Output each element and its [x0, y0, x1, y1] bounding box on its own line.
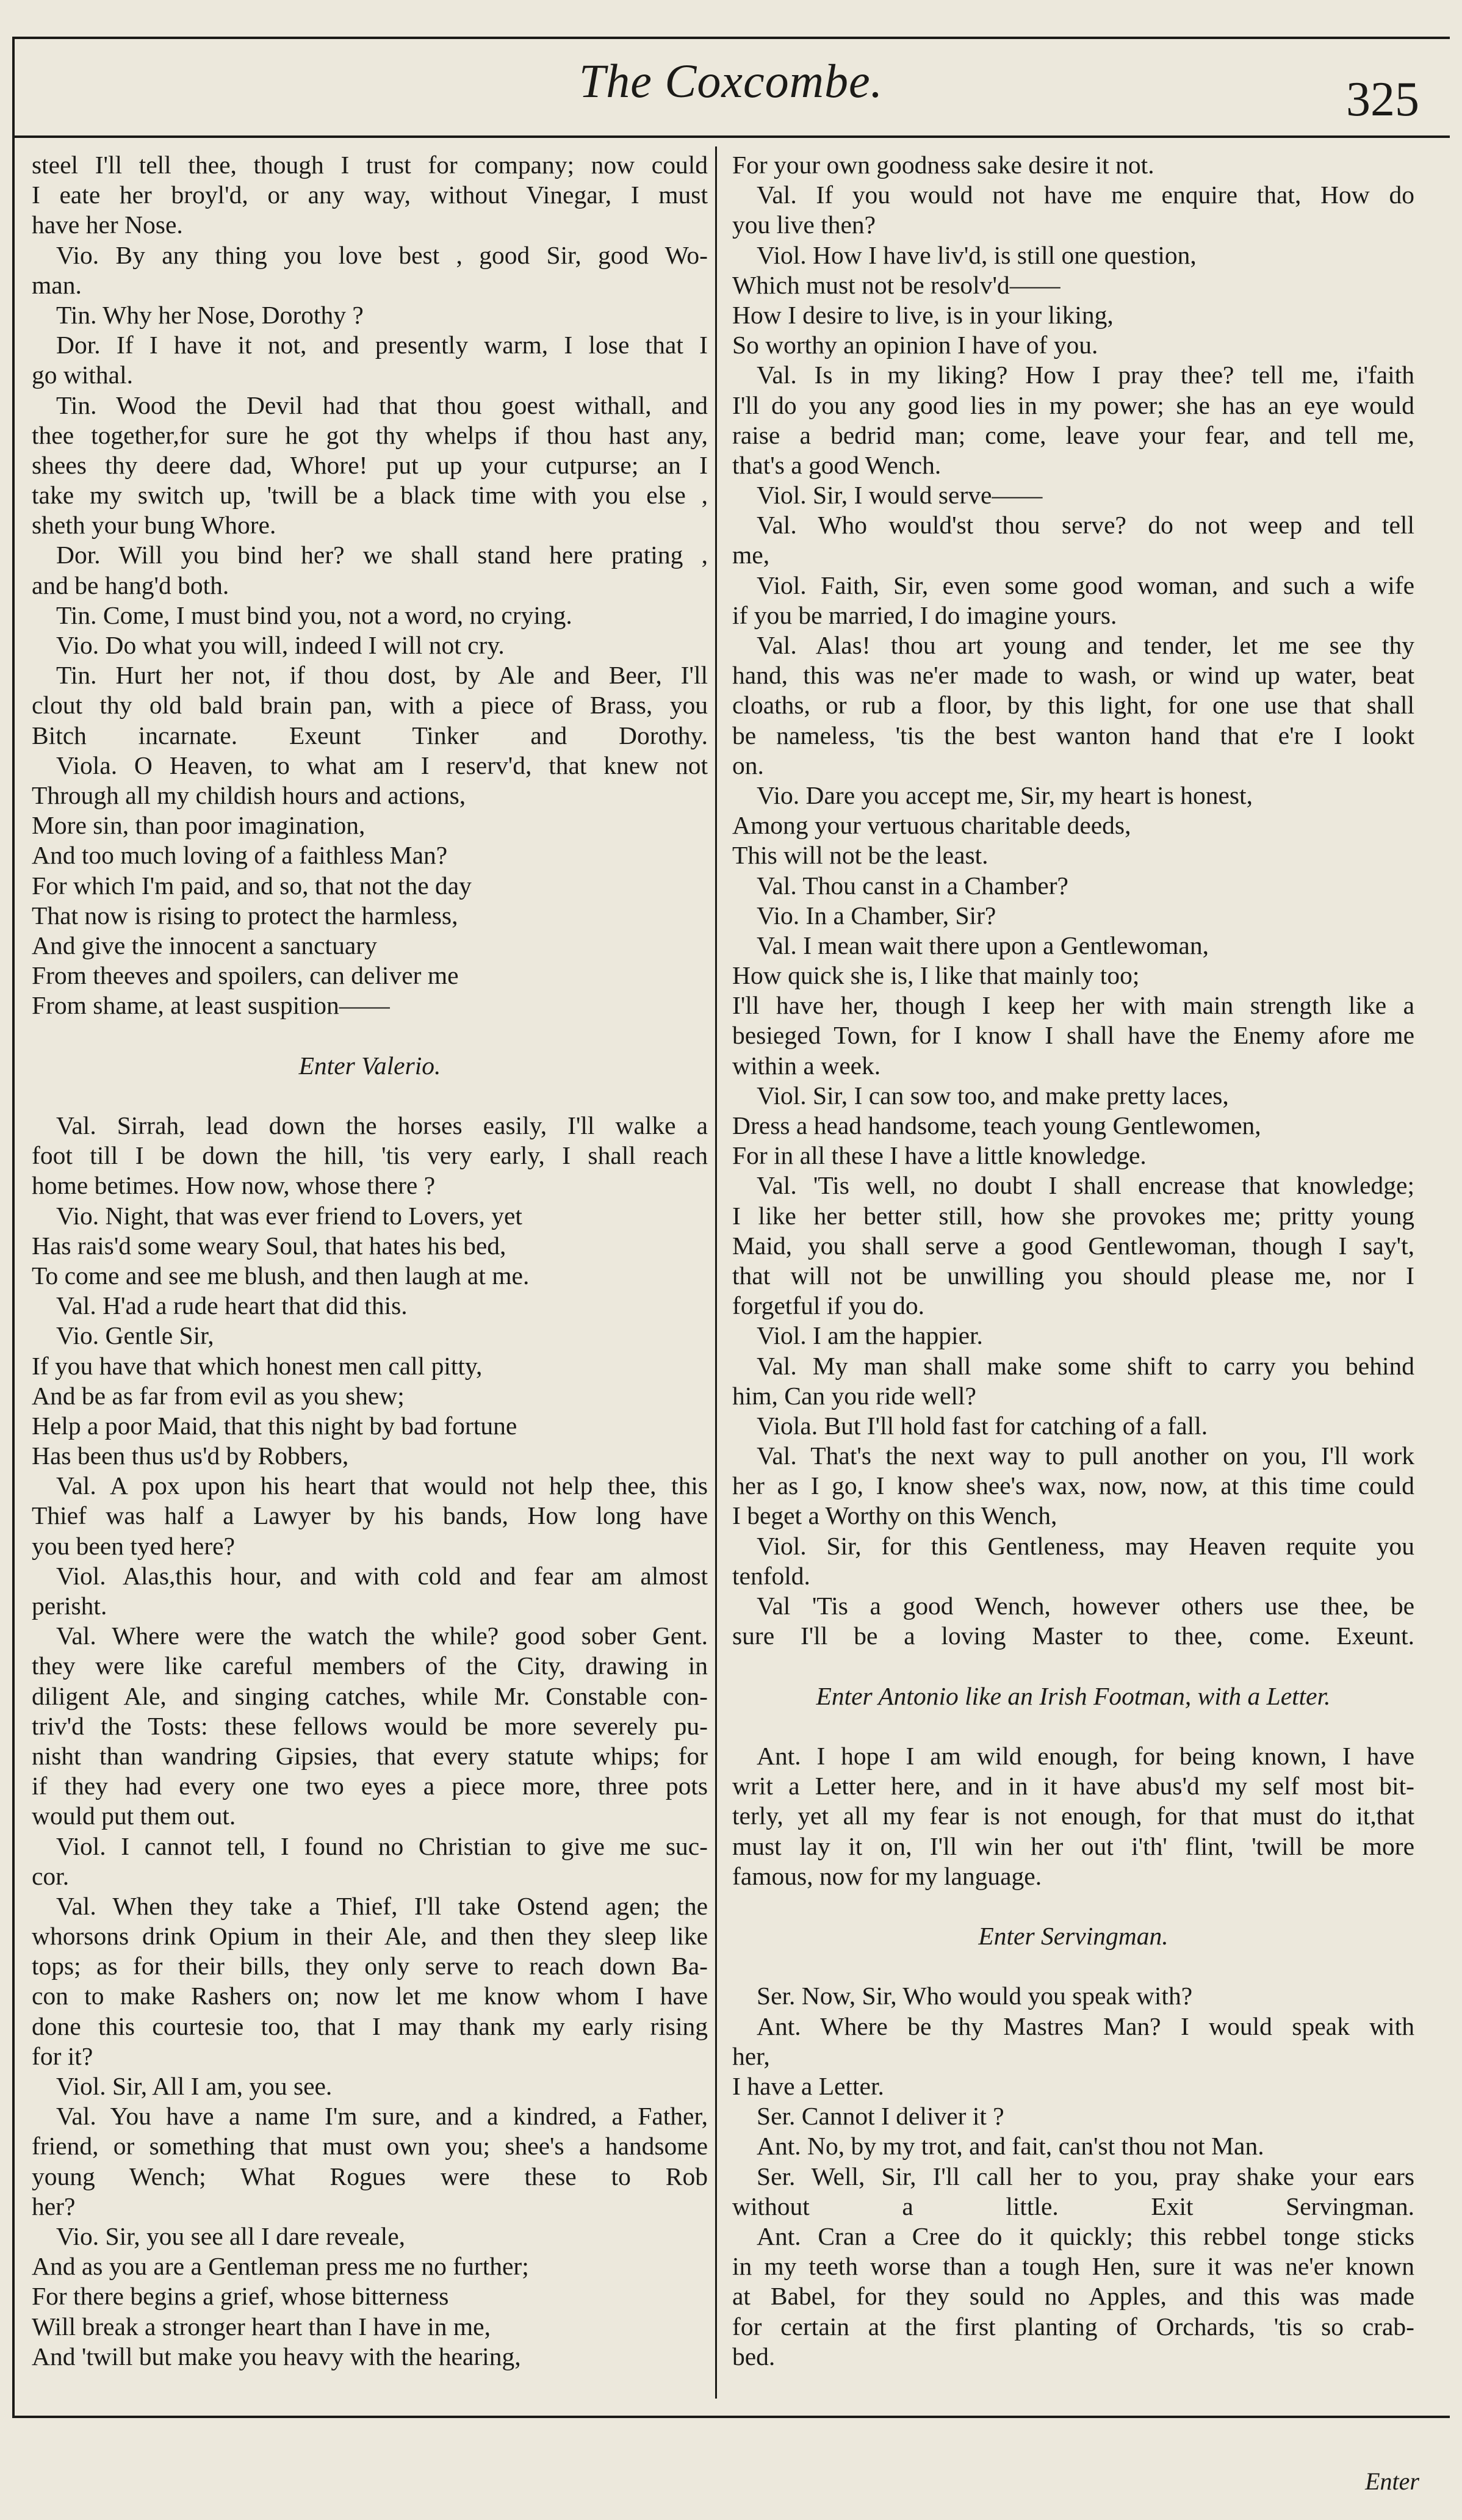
text-line: Tin. Come, I must bind you, not a word, no crying. — [56, 601, 572, 629]
text-line: Val. Where were the watch the while? good sober Gent. — [56, 1622, 708, 1650]
text-line: Viol. Alas,this hour, and with cold and fear am almost — [56, 1561, 708, 1590]
text-line: Viol. I cannot tell, I found no Christian to give me suc- — [56, 1832, 708, 1860]
text-line: Viol. Sir, I can sow too, and make pretty laces, — [757, 1081, 1229, 1110]
blank-line — [732, 1951, 1414, 1981]
text-line: Will break a stronger heart than I have in me, — [32, 2312, 491, 2341]
left-text-column — [32, 150, 708, 2372]
text-line: me, — [732, 541, 770, 569]
text-line: be nameless, 'tis the best wanton hand that e're I lookt — [732, 721, 1414, 749]
text-line: in my teeth worse than a tough Hen, sure it was ne'er known — [732, 2252, 1414, 2281]
text-line: if you be married, I do imagine yours. — [732, 601, 1117, 629]
text-line: I eate her broyl'd, or any way, without Vinegar, I must — [32, 181, 708, 209]
blank-line — [732, 1891, 1414, 1921]
text-line: For which I'm paid, and so, that not the day — [32, 871, 472, 900]
running-title: The Coxcombe. — [578, 54, 884, 107]
text-line: you been tyed here? — [32, 1531, 235, 1560]
text-line: Ant. I hope I am wild enough, for being known, I have — [757, 1741, 1414, 1770]
text-line: I beget a Worthy on this Wench, — [732, 1501, 1057, 1530]
text-line: nisht than wandring Gipsies, that every statute whips; for — [32, 1741, 708, 1770]
text-line: tenfold. — [732, 1561, 810, 1590]
header-underline-rule — [12, 135, 1450, 138]
text-line: Val. If you would not have me enquire that, How do — [757, 181, 1414, 209]
text-line: Val. I mean wait there upon a Gentlewoman, — [757, 931, 1209, 959]
text-line: bed. — [732, 2342, 776, 2370]
text-line: forgetful if you do. — [732, 1291, 925, 1320]
text-line: Viol. How I have liv'd, is still one question, — [757, 240, 1197, 269]
text-line: Tin. Hurt her not, if thou dost, by Ale and Beer, I'll — [56, 661, 708, 690]
text-line: sheth your bung Whore. — [32, 511, 276, 540]
text-line: would put them out. — [32, 1802, 236, 1830]
text-line: Vio. Do what you will, indeed I will not cry. — [56, 631, 505, 659]
text-line: For there begins a grief, whose bitterness — [32, 2282, 449, 2311]
text-line: triv'd the Tosts: these fellows would be more severely pu- — [32, 1711, 708, 1740]
text-line: Vio. In a Chamber, Sir? — [757, 901, 996, 930]
text-line: steel I'll tell thee, though I trust for company; now could — [32, 151, 708, 179]
text-line: Viol. Sir, All I am, you see. — [56, 2072, 333, 2100]
top-border-rule — [12, 37, 1450, 39]
bottom-rule — [12, 2416, 1450, 2418]
text-line: Viol. Sir, I would serve—— — [757, 481, 1043, 510]
text-line: without a little. Exit Servingman. — [732, 2192, 1414, 2220]
text-line: young Wench; What Rogues were these to Rob — [32, 2162, 708, 2190]
left-border-rule — [12, 37, 15, 2417]
text-line: for certain at the first planting of Orchards, 'tis so crab- — [732, 2312, 1414, 2341]
text-line: her? — [32, 2192, 76, 2220]
text-line: Vio. Sir, you see all I dare reveale, — [56, 2222, 406, 2250]
text-line: him, Can you ride well? — [732, 1381, 976, 1410]
text-line: Tin. Wood the Devil had that thou goest withall, and — [56, 391, 708, 419]
text-line: Ser. Now, Sir, Who would you speak with? — [757, 1982, 1193, 2010]
text-line: for it? — [32, 2042, 93, 2070]
text-line: Has been thus us'd by Robbers, — [32, 1442, 349, 1470]
text-line: her as I go, I know shee's wax, now, now, at this time could — [732, 1471, 1414, 1500]
text-line: Val. 'Tis well, no doubt I shall encrease that knowledge; — [757, 1171, 1414, 1200]
text-line: Vio. Night, that was ever friend to Lovers, yet — [56, 1201, 522, 1230]
text-line: And too much loving of a faithless Man? — [32, 841, 448, 870]
text-line: Val. That's the next way to pull another on you, I'll work — [757, 1442, 1414, 1470]
text-line: Val. Who would'st thou serve? do not weep and tell — [757, 511, 1414, 540]
text-line: Val. Alas! thou art young and tender, let me see thy — [757, 631, 1414, 659]
text-line: Viol. Faith, Sir, even some good woman, and such a wife — [757, 571, 1414, 599]
catchword: Enter — [1365, 2468, 1419, 2495]
text-line: Help a poor Maid, that this night by bad fortune — [32, 1411, 517, 1440]
text-line: From shame, at least suspition—— — [32, 991, 390, 1020]
text-line: foot till I be down the hill, 'tis very early, I shall reach — [32, 1141, 708, 1170]
text-line: done this courtesie too, that I may thank my early rising — [32, 2012, 708, 2040]
text-line: raise a bedrid man; come, leave your fear, and tell me, — [732, 421, 1414, 449]
text-line: Viola. But I'll hold fast for catching of a fall. — [757, 1411, 1208, 1440]
text-line: Has rais'd some weary Soul, that hates his bed, — [32, 1231, 506, 1260]
text-line: Val. Sirrah, lead down the horses easily, I'll walke a — [56, 1111, 708, 1139]
text-line: How quick she is, I like that mainly too; — [732, 961, 1140, 990]
text-line: that will not be unwilling you should please me, nor I — [732, 1261, 1414, 1290]
text-line: Maid, you shall serve a good Gentlewoman, though I say't, — [732, 1231, 1414, 1260]
text-line: Through all my childish hours and actions, — [32, 781, 466, 809]
right-text-column — [732, 150, 1414, 2372]
blank-line — [732, 1711, 1414, 1741]
text-line: And be as far from evil as you shew; — [32, 1381, 405, 1410]
text-line: diligent Ale, and singing catches, while Mr. Constable con- — [32, 1681, 708, 1710]
text-line: that's a good Wench. — [732, 450, 942, 479]
column-divider-rule — [715, 146, 717, 2399]
text-line: And 'twill but make you heavy with the hearing, — [32, 2342, 521, 2370]
text-line: hand, this was ne'er made to wash, or wind up water, beat — [732, 661, 1414, 690]
text-line: Dress a head handsome, teach young Gentlewomen, — [732, 1111, 1261, 1139]
text-line: if they had every one two eyes a piece more, three pots — [32, 1772, 708, 1800]
text-line: Bitch incarnate. Exeunt Tinker and Dorothy. — [32, 721, 708, 749]
text-line: For in all these I have a little knowledge. — [732, 1141, 1147, 1170]
text-line: Viol. I am the happier. — [757, 1321, 983, 1350]
text-line: Val. A pox upon his heart that would not help thee, this — [56, 1471, 708, 1500]
text-line: For your own goodness sake desire it not. — [732, 151, 1154, 179]
text-line: at Babel, for they sould no Apples, and this was made — [732, 2282, 1414, 2311]
text-line: Val. You have a name I'm sure, and a kindred, a Father, — [56, 2102, 708, 2131]
text-line: This will not be the least. — [732, 841, 988, 870]
text-line: you live then? — [732, 211, 876, 239]
text-line: Ser. Cannot I deliver it ? — [757, 2102, 1004, 2131]
text-line: Vio. By any thing you love best , good Sir, good Wo- — [56, 240, 708, 269]
blank-line — [32, 1020, 708, 1050]
text-line: Ser. Well, Sir, I'll call her to you, pray shake your ears — [757, 2162, 1414, 2190]
text-line: More sin, than poor imagination, — [32, 811, 366, 840]
text-line: To come and see me blush, and then laugh at me. — [32, 1261, 530, 1290]
text-line: Val. Is in my liking? How I pray thee? tell me, i'faith — [757, 361, 1414, 389]
page-number: 325 — [1346, 73, 1419, 126]
text-line: Val. H'ad a rude heart that did this. — [56, 1291, 408, 1320]
text-line: I'll have her, though I keep her with main strength like a — [732, 991, 1414, 1020]
text-line: I'll do you any good lies in my power; she has an eye would — [732, 391, 1414, 419]
text-line: Dor. Will you bind her? we shall stand here prating , — [56, 541, 708, 569]
text-line: And give the innocent a sanctuary — [32, 931, 377, 959]
text-line: Vio. Dare you accept me, Sir, my heart is honest, — [757, 781, 1253, 809]
text-line: Vio. Gentle Sir, — [56, 1321, 214, 1350]
text-line: Ant. Cran a Cree do it quickly; this rebbel tonge sticks — [757, 2222, 1414, 2250]
text-line: thee together,for sure he got thy whelps if thou hast any, — [32, 421, 708, 449]
text-line: home betimes. How now, whose there ? — [32, 1171, 436, 1200]
text-line: perisht. — [32, 1592, 107, 1620]
text-line: on. — [732, 751, 764, 779]
text-line: her, — [732, 2042, 770, 2070]
text-line: shees thy deere dad, Whore! put up your cutpurse; an I — [32, 450, 708, 479]
text-line: How I desire to live, is in your liking, — [732, 300, 1114, 329]
text-line: If you have that which honest men call pitty, — [32, 1351, 483, 1380]
text-line: famous, now for my language. — [732, 1861, 1042, 1890]
text-line: con to make Rashers on; now let me know whom I have — [32, 1982, 708, 2010]
text-line: From theeves and spoilers, can deliver me — [32, 961, 459, 990]
blank-line — [32, 1081, 708, 1111]
text-line: writ a Letter here, and in it have abus'd my self most bit- — [732, 1772, 1414, 1800]
text-line: must lay it on, I'll win her out i'th' flint, 'twill be more — [732, 1832, 1414, 1860]
text-line: Val. Thou canst in a Chamber? — [757, 871, 1068, 900]
text-line: tops; as for their bills, they only serve to reach down Ba- — [32, 1952, 708, 1980]
stage-direction: Enter Antonio like an Irish Footman, with a Letter. — [816, 1681, 1331, 1710]
text-line: I like her better still, how she provokes me; pritty young — [732, 1201, 1414, 1230]
text-line: So worthy an opinion I have of you. — [732, 331, 1098, 359]
text-line: Dor. If I have it not, and presently warm, I lose that I — [56, 331, 708, 359]
text-line: terly, yet all my fear is not enough, for that must do it,that — [732, 1802, 1414, 1830]
text-line: have her Nose. — [32, 211, 183, 239]
stage-direction: Enter Servingman. — [978, 1922, 1169, 1951]
text-line: That now is rising to protect the harmless, — [32, 901, 458, 930]
text-line: Ant. Where be thy Mastres Man? I would speak with — [757, 2012, 1414, 2040]
text-line: within a week. — [732, 1051, 881, 1080]
text-line: And as you are a Gentleman press me no further; — [32, 2252, 529, 2281]
text-line: sure I'll be a loving Master to thee, come. Exeunt. — [732, 1622, 1414, 1650]
text-line: Which must not be resolv'd—— — [732, 270, 1060, 299]
text-line: Val. When they take a Thief, I'll take Ostend agen; the — [56, 1891, 708, 1920]
text-line: man. — [32, 270, 82, 299]
text-line: I have a Letter. — [732, 2072, 884, 2100]
text-line: Among your vertuous charitable deeds, — [732, 811, 1131, 840]
text-line: and be hang'd both. — [32, 571, 229, 599]
text-line: go withal. — [32, 361, 133, 389]
text-line: Val. My man shall make some shift to carry you behind — [757, 1351, 1414, 1380]
text-line: Val 'Tis a good Wench, however others use thee, be — [757, 1592, 1414, 1620]
text-line: cloaths, or rub a floor, by this light, for one use that shall — [732, 691, 1414, 720]
text-line: Tin. Why her Nose, Dorothy ? — [56, 300, 364, 329]
text-line: Thief was half a Lawyer by his bands, How long have — [32, 1501, 708, 1530]
text-line: friend, or something that must own you; shee's a handsome — [32, 2132, 708, 2161]
blank-line — [732, 1651, 1414, 1681]
text-line: Viol. Sir, for this Gentleness, may Heaven requite you — [757, 1531, 1414, 1560]
text-line: Viola. O Heaven, to what am I reserv'd, that knew not — [56, 751, 708, 779]
text-line: take my switch up, 'twill be a black time with you else , — [32, 481, 708, 510]
stage-direction: Enter Valerio. — [298, 1051, 441, 1080]
text-line: whorsons drink Opium in their Ale, and then they sleep like — [32, 1922, 708, 1951]
text-line: clout thy old bald brain pan, with a piece of Brass, you — [32, 691, 708, 720]
text-line: besieged Town, for I know I shall have the Enemy afore me — [732, 1021, 1414, 1050]
text-line: Ant. No, by my trot, and fait, can'st thou not Man. — [757, 2132, 1264, 2161]
text-line: cor. — [32, 1861, 70, 1890]
text-line: they were like careful members of the City, drawing in — [32, 1652, 708, 1680]
